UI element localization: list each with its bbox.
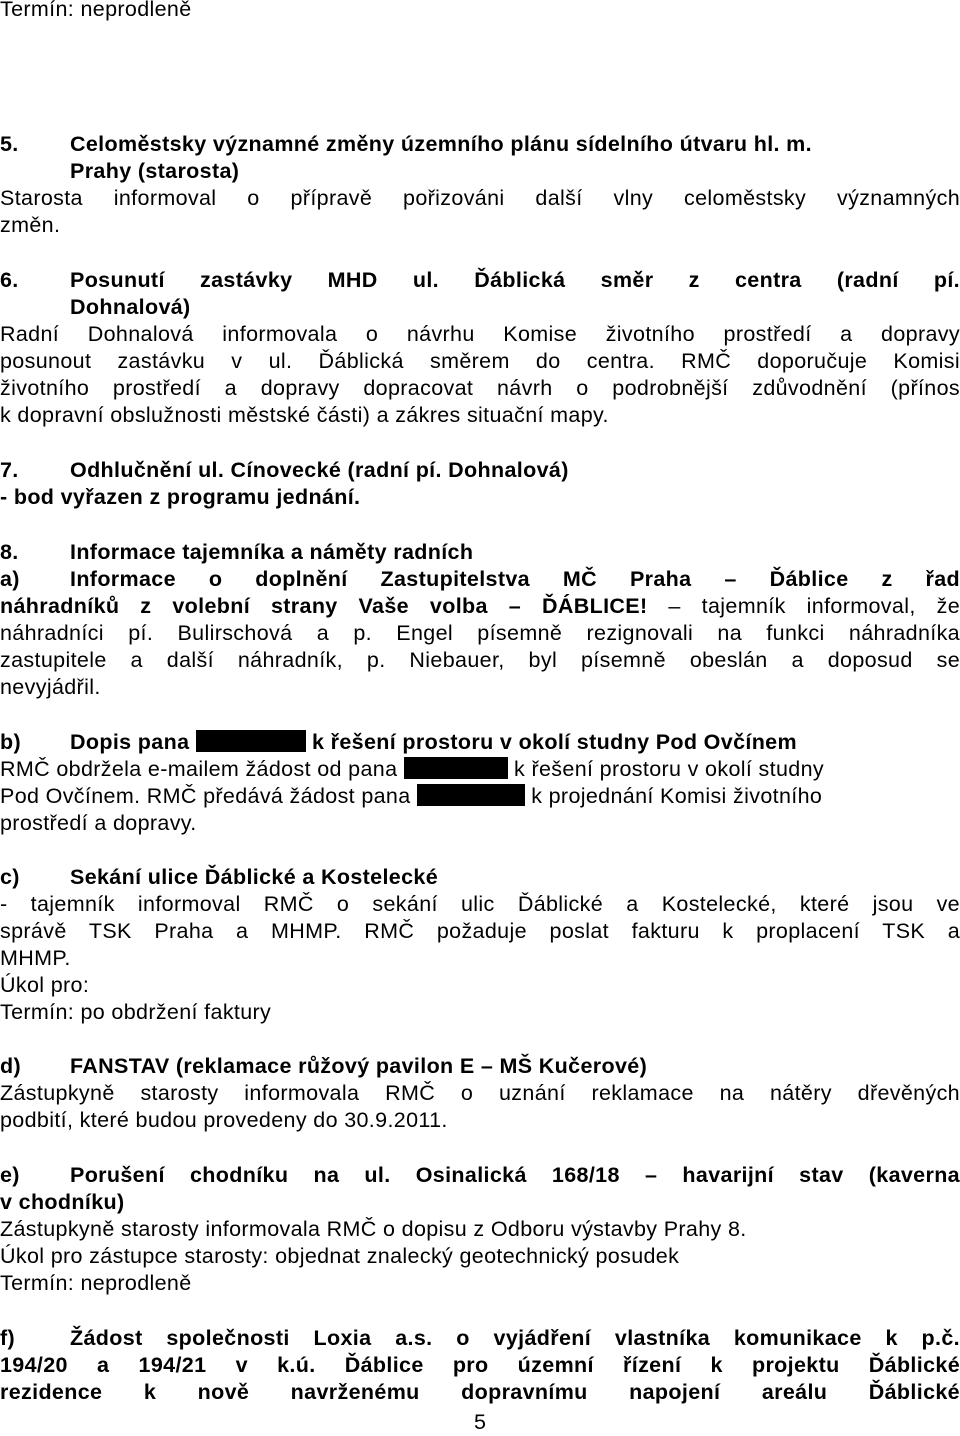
item6-number: 6. <box>0 268 19 292</box>
item8b-heading: b) Dopis pana k řešení prostoru v okolí studny Pod Ovčínem <box>0 730 797 754</box>
item8e-body-1: Zástupkyně starosty informovala RMČ o dopisu z Odboru výstavby Prahy 8. <box>0 1217 747 1241</box>
item7-note: - bod vyřazen z programu jednání. <box>0 485 361 509</box>
redacted-name <box>196 730 306 752</box>
item6-body-1: Radní Dohnalová informovala o návrhu Komise životního prostředí a dopravy <box>0 322 960 346</box>
termin-top: Termín: neprodleně <box>0 0 192 21</box>
item6-body-2: posunout zastávku v ul. Ďáblická směrem do centra. RMČ doporučuje Komisi <box>0 349 960 373</box>
item5-body-2: změn. <box>0 213 61 237</box>
item8a-body-2: zastupitele a další náhradník, p. Niebauer, byl písemně obeslán a doposud se <box>0 648 960 672</box>
item8d-body-2: podbití, které budou provedeny do 30.9.2011. <box>0 1108 448 1132</box>
item5-heading-cont: Prahy (starosta) <box>70 159 240 183</box>
item8f-heading-cont-2: rezidence k nově navrženému dopravnímu napojení areálu Ďáblické <box>0 1380 960 1404</box>
item8e-ukol: Úkol pro zástupce starosty: objednat znalecký geotechnický posudek <box>0 1244 680 1268</box>
item8d-heading: d) FANSTAV (reklamace růžový pavilon E – MŠ Kučerové) <box>0 1054 648 1078</box>
item8c-body-1: - tajemník informoval RMČ o sekání ulic Ďáblické a Kostelecké, které jsou ve <box>0 892 960 916</box>
item8f-heading: f) Žádost společnosti Loxia a.s. o vyjádření vlastníka komunikace k p.č. <box>0 1326 960 1350</box>
item8b-label: b) <box>0 730 21 754</box>
item8f-label: f) <box>0 1326 16 1350</box>
item8d-body-1: Zástupkyně starosty informovala RMČ o uznání reklamace na nátěry dřevěných <box>0 1081 960 1105</box>
item8a-label: a) <box>0 567 20 591</box>
redacted-name <box>404 757 508 779</box>
item8-number: 8. <box>0 540 19 564</box>
item6-body-4: k dopravní obslužnosti městské části) a zákres situační mapy. <box>0 403 609 427</box>
item8c-termin: Termín: po obdržení faktury <box>0 1000 272 1024</box>
item6-heading-cont: Dohnalová) <box>70 295 191 319</box>
item8-heading: 8. Informace tajemníka a náměty radních <box>0 540 474 564</box>
item8a-body-1: náhradníci pí. Bulirschová a p. Engel písemně rezignovali na funkci náhradníka <box>0 621 960 645</box>
item7-number: 7. <box>0 458 19 482</box>
item8c-ukol: Úkol pro: <box>0 973 90 997</box>
item8a-heading: a) Informace o doplnění Zastupitelstva MČ Praha – Ďáblice z řad <box>0 567 960 591</box>
item8c-heading: c) Sekání ulice Ďáblické a Kostelecké <box>0 865 439 889</box>
item6-heading: 6. Posunutí zastávky MHD ul. Ďáblická směr z centra (radní pí. <box>0 268 960 292</box>
item8b-body-1: RMČ obdržela e-mailem žádost od pana k řešení prostoru v okolí studny <box>0 757 824 781</box>
item8c-label: c) <box>0 865 20 889</box>
page-number: 5 <box>474 1410 486 1434</box>
item8d-label: d) <box>0 1054 21 1078</box>
item8a-body-3: nevyjádřil. <box>0 675 101 699</box>
item8e-heading: e) Porušení chodníku na ul. Osinalická 168/18 – havarijní stav (kaverna <box>0 1163 960 1187</box>
item8c-body-3: MHMP. <box>0 946 71 970</box>
item5-number: 5. <box>0 132 19 156</box>
redacted-name <box>417 784 525 806</box>
item8b-body-2: Pod Ovčínem. RMČ předává žádost pana k projednání Komisi životního <box>0 784 823 808</box>
item6-body-3: životního prostředí a dopravy dopracovat návrh o podrobnější zdůvodnění (přínos <box>0 376 960 400</box>
item8b-body-3: prostředí a dopravy. <box>0 811 197 835</box>
item8c-body-2: správě TSK Praha a MHMP. RMČ požaduje poslat fakturu k proplacení TSK a <box>0 919 960 943</box>
item8e-heading-cont: v chodníku) <box>0 1190 125 1214</box>
item5-body-1: Starosta informoval o přípravě pořizováni další vlny celoměstsky významných <box>0 186 960 210</box>
item8e-label: e) <box>0 1163 20 1187</box>
item8e-termin: Termín: neprodleně <box>0 1271 192 1295</box>
item8a-heading-cont: náhradníků z volební strany Vaše volba – ĎÁBLICE! – tajemník informoval, že <box>0 594 960 618</box>
item7-heading: 7. Odhlučnění ul. Cínovecké (radní pí. Dohnalová) <box>0 458 569 482</box>
item5-heading: 5. Celoměstsky významné změny územního plánu sídelního útvaru hl. m. <box>0 132 812 156</box>
item8f-heading-cont-1: 194/20 a 194/21 v k.ú. Ďáblice pro územní řízení k projektu Ďáblické <box>0 1353 960 1377</box>
